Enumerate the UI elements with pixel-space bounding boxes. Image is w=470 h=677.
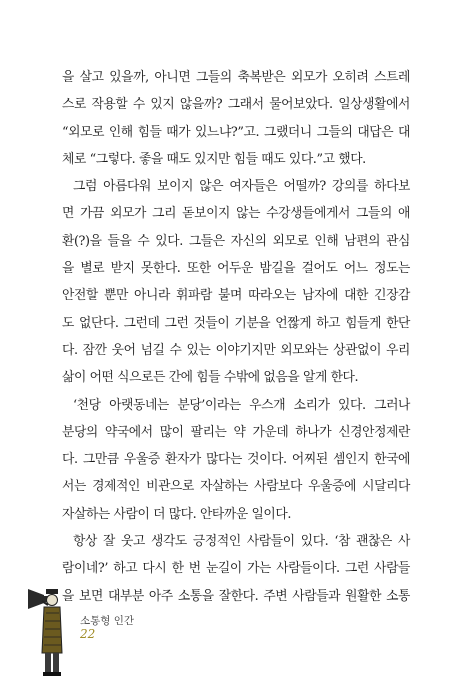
text-line: 도 없단다. 그런데 그런 것들이 기분을 언짢게 하고 힘들게 한단 [62,315,410,331]
text-line: ‘천당 아랫동네는 분당’이라는 우스개 소리가 있다. 그러나 [73,397,410,413]
text-line: 을 살고 있을까, 아니면 그들의 축복받은 외모가 오히려 스트레 [62,70,410,85]
text-line: 람이네?’ 하고 다시 한 번 눈길이 가는 사람들이다. 그런 사람들 [62,561,410,577]
text-line: 다. 잠깐 웃어 넘길 수 있는 이야기지만 외모와는 상관없이 우리 [62,342,410,358]
text-line: 다. 그만큼 우울증 환자가 많다는 것이다. 어찌된 셈인지 한국에 [62,452,410,468]
text-line: 안전할 뿐만 아니라 휘파람 불며 따라오는 남자에 대한 긴장감 [62,288,410,304]
text-line: 면 가끔 외모가 그리 돋보이지 않는 수강생들에게서 그들의 애 [62,206,410,222]
man-with-megaphone-icon [20,583,64,677]
text-line: 스로 작용할 수 있지 않을까? 그래서 물어보았다. 일상생활에서 [62,97,410,113]
text-line: 을 보면 대부분 아주 소통을 잘한다. 주변 사람들과 원활한 소통 [62,588,410,604]
page-number: 22 [80,627,96,641]
text-line: 항상 잘 웃고 생각도 긍정적인 사람들이 있다. ‘참 괜찮은 사 [73,534,410,550]
text-line: 분당의 약국에서 많이 팔리는 약 가운데 하나가 신경안정제란 [62,424,410,440]
text-line: 환(?)을 들을 수 있다. 그들은 자신의 외모로 인해 남편의 관심 [62,233,410,249]
page-footer [20,583,220,677]
page-body [62,64,410,610]
text-line: 을 별로 받지 못한다. 또한 어두운 밤길을 걸어도 어느 정도는 [62,261,410,277]
text-line: 삶이 어떤 식으로든 간에 힘들 수밖에 없음을 알게 한다. [62,370,359,386]
text-line: 그럼 아름다워 보이지 않은 여자들은 어떨까? 강의를 하다보 [73,179,410,195]
text-line: 체로 “그렇다. 좋을 때도 있지만 힘들 때도 있다.”고 했다. [62,151,366,167]
book-title: 소통형 인간 [80,615,135,627]
text-line: 서는 경제적인 비관으로 자살하는 사람보다 우울증에 시달리다 [62,479,410,495]
text-line: “외모로 인해 힘들 때가 있느냐?”고. 그랬더니 그들의 대답은 대 [62,124,410,140]
text-line: 자살하는 사람이 더 많다. 안타까운 일이다. [62,506,292,522]
